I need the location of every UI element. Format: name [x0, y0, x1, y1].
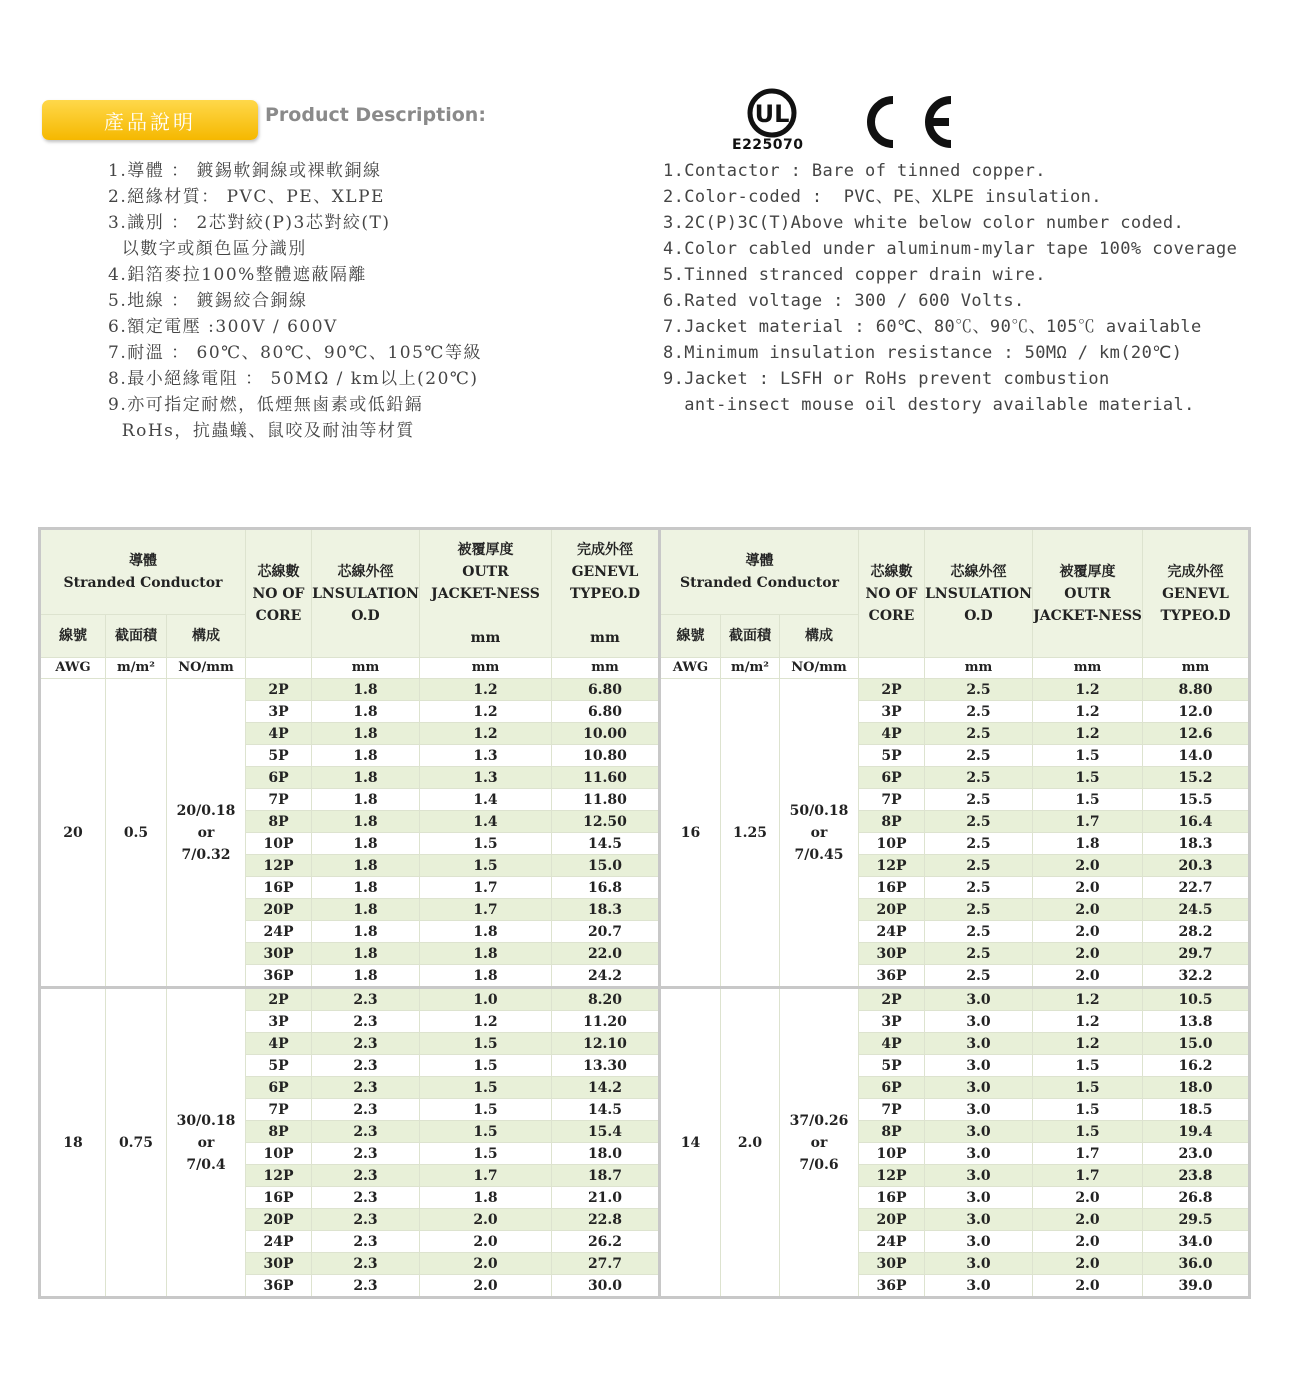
cores-value: 3P [246, 1011, 312, 1033]
insulation-value: 1.8 [312, 767, 420, 789]
cores-value: 24P [246, 921, 312, 943]
jacket-value: 1.2 [420, 1011, 552, 1033]
insulation-value-right: 2.5 [925, 745, 1033, 767]
insulation-value-right: 2.5 [925, 855, 1033, 877]
cores-value: 8P [246, 811, 312, 833]
cores-value-right: 36P [859, 1275, 925, 1298]
unit-insulation-right: mm [925, 658, 1033, 679]
insulation-value-right: 3.0 [925, 1055, 1033, 1077]
cores-value-right: 7P [859, 1099, 925, 1121]
od-value-right: 34.0 [1143, 1231, 1250, 1253]
unit-cores [246, 658, 312, 679]
jacket-value-right: 2.0 [1033, 877, 1143, 899]
unit-od-right: mm [1143, 658, 1250, 679]
description-en-line: 8.Minimum insulation resistance : 50MΩ / km(20℃) [663, 343, 1183, 363]
od-value-right: 28.2 [1143, 921, 1250, 943]
od-value: 26.2 [552, 1231, 660, 1253]
od-value-right: 26.8 [1143, 1187, 1250, 1209]
cores-value-right: 3P [859, 701, 925, 723]
insulation-value-right: 3.0 [925, 1209, 1033, 1231]
jacket-value-right: 2.0 [1033, 1187, 1143, 1209]
cores-value-right: 6P [859, 767, 925, 789]
jacket-value: 1.5 [420, 1055, 552, 1077]
cores-value: 10P [246, 833, 312, 855]
insulation-value: 2.3 [312, 1055, 420, 1077]
description-en-line: 5.Tinned stranced copper drain wire. [663, 265, 1046, 285]
cores-value: 20P [246, 899, 312, 921]
description-en-line: 3.2C(P)3C(T)Above white below color number coded. [663, 213, 1185, 233]
cores-value-right: 2P [859, 679, 925, 701]
cores-value-right: 8P [859, 811, 925, 833]
unit-area-right: m/m² [721, 658, 780, 679]
od-value-right: 10.5 [1143, 988, 1250, 1011]
insulation-value: 1.8 [312, 745, 420, 767]
insulation-value-right: 2.5 [925, 723, 1033, 745]
jacket-value: 1.8 [420, 965, 552, 988]
od-value-right: 18.0 [1143, 1077, 1250, 1099]
od-value-right: 12.0 [1143, 701, 1250, 723]
od-value: 30.0 [552, 1275, 660, 1298]
cores-header: 芯線數 NO OF CORE [246, 529, 312, 658]
jacket-value-right: 2.0 [1033, 921, 1143, 943]
jacket-value-right: 2.0 [1033, 943, 1143, 965]
insulation-value: 2.3 [312, 1187, 420, 1209]
description-zh-line: 3.識別 ： 2芯對絞(P)3芯對絞(T) [108, 213, 391, 233]
awg-header: 線號 [40, 615, 106, 658]
insulation-value: 1.8 [312, 811, 420, 833]
od-value-right: 14.0 [1143, 745, 1250, 767]
od-value-right: 12.6 [1143, 723, 1250, 745]
insulation-value: 2.3 [312, 1253, 420, 1275]
insulation-value: 2.3 [312, 1231, 420, 1253]
insulation-value: 1.8 [312, 701, 420, 723]
insulation-value: 1.8 [312, 921, 420, 943]
cores-value-right: 5P [859, 1055, 925, 1077]
od-value-right: 13.8 [1143, 1011, 1250, 1033]
section-badge: 產品說明 [42, 100, 258, 140]
insulation-value: 1.8 [312, 789, 420, 811]
jacket-value-right: 1.5 [1033, 1077, 1143, 1099]
od-value: 8.20 [552, 988, 660, 1011]
description-zh-line: 5.地線 ： 鍍錫絞合銅線 [108, 291, 308, 311]
insulation-value-right: 3.0 [925, 1187, 1033, 1209]
conductor-header-right: 導體 Stranded Conductor [660, 529, 859, 615]
cores-value-right: 2P [859, 988, 925, 1011]
insulation-value: 2.3 [312, 1143, 420, 1165]
cores-value: 36P [246, 1275, 312, 1298]
description-zh-line: RoHs，抗蟲蟻、鼠咬及耐油等材質 [108, 421, 415, 441]
od-value-right: 22.7 [1143, 877, 1250, 899]
jacket-value: 1.3 [420, 767, 552, 789]
od-value-right: 16.2 [1143, 1055, 1250, 1077]
awg-value-right: 16 [660, 679, 721, 988]
conductor-header: 導體 Stranded Conductor [40, 529, 246, 615]
cores-value: 7P [246, 1099, 312, 1121]
cores-value-right: 4P [859, 1033, 925, 1055]
conductor-composition-right: 37/0.26 or 7/0.6 [780, 988, 859, 1298]
od-value: 22.8 [552, 1209, 660, 1231]
jacket-value-right: 1.2 [1033, 988, 1143, 1011]
jacket-value: 1.4 [420, 789, 552, 811]
insulation-value: 1.8 [312, 679, 420, 701]
od-value: 20.7 [552, 921, 660, 943]
cores-value: 10P [246, 1143, 312, 1165]
insulation-value-right: 2.5 [925, 965, 1033, 988]
od-value-right: 29.7 [1143, 943, 1250, 965]
od-value: 12.50 [552, 811, 660, 833]
jacket-value: 1.5 [420, 1099, 552, 1121]
od-value-right: 24.5 [1143, 899, 1250, 921]
od-value: 11.80 [552, 789, 660, 811]
jacket-value: 1.3 [420, 745, 552, 767]
area-header: 截面積 [106, 615, 167, 658]
insulation-value: 2.3 [312, 1099, 420, 1121]
description-en-line: 1.Contactor : Bare of tinned copper. [663, 161, 1046, 181]
cores-value-right: 5P [859, 745, 925, 767]
od-value-right: 32.2 [1143, 965, 1250, 988]
jacket-value-right: 2.0 [1033, 899, 1143, 921]
od-value-right: 18.5 [1143, 1099, 1250, 1121]
description-zh-line: 9.亦可指定耐燃，低煙無鹵素或低鉛鎘 [108, 395, 424, 415]
od-value: 18.7 [552, 1165, 660, 1187]
area-value-right: 2.0 [721, 988, 780, 1298]
jacket-value: 1.7 [420, 899, 552, 921]
certification-logos [732, 88, 972, 154]
od-value-right: 16.4 [1143, 811, 1250, 833]
jacket-value-right: 2.0 [1033, 1253, 1143, 1275]
jacket-value: 1.5 [420, 1121, 552, 1143]
jacket-value-right: 1.7 [1033, 1143, 1143, 1165]
insulation-value: 2.3 [312, 1121, 420, 1143]
insulation-value: 1.8 [312, 943, 420, 965]
unit-awg: AWG [40, 658, 106, 679]
jacket-value: 2.0 [420, 1253, 552, 1275]
jacket-value-right: 1.2 [1033, 679, 1143, 701]
jacket-value-right: 1.5 [1033, 745, 1143, 767]
conductor-composition: 30/0.18 or 7/0.4 [167, 988, 246, 1298]
insulation-value-right: 2.5 [925, 789, 1033, 811]
insulation-value: 2.3 [312, 1077, 420, 1099]
area-header-right: 截面積 [721, 615, 780, 658]
description-en-line: 2.Color-coded : PVC、PE、XLPE insulation. [663, 187, 1102, 207]
od-value: 6.80 [552, 679, 660, 701]
description-english [663, 158, 1237, 418]
od-value-right: 15.0 [1143, 1033, 1250, 1055]
jacket-value: 1.7 [420, 877, 552, 899]
jacket-value-right: 1.7 [1033, 811, 1143, 833]
cores-value-right: 24P [859, 921, 925, 943]
jacket-value-right: 1.2 [1033, 701, 1143, 723]
od-value: 14.5 [552, 833, 660, 855]
insulation-value: 1.8 [312, 723, 420, 745]
jacket-value-right: 1.5 [1033, 789, 1143, 811]
jacket-value-right: 2.0 [1033, 1275, 1143, 1298]
jacket-value-right: 1.2 [1033, 1033, 1143, 1055]
cores-value: 4P [246, 723, 312, 745]
cores-value-right: 30P [859, 943, 925, 965]
unit-composition: NO/mm [167, 658, 246, 679]
svg-text:UL: UL [754, 100, 790, 128]
insulation-value-right: 3.0 [925, 1253, 1033, 1275]
od-value: 14.2 [552, 1077, 660, 1099]
jacket-value: 1.5 [420, 1033, 552, 1055]
description-chinese [108, 158, 482, 444]
insulation-value-right: 3.0 [925, 1275, 1033, 1298]
description-zh-line: 6.額定電壓 :300V / 600V [108, 317, 338, 337]
cores-value-right: 36P [859, 965, 925, 988]
unit-insulation: mm [312, 658, 420, 679]
insulation-value-right: 2.5 [925, 701, 1033, 723]
jacket-value: 1.8 [420, 1187, 552, 1209]
insulation-value-right: 2.5 [925, 921, 1033, 943]
insulation-value-right: 3.0 [925, 1077, 1033, 1099]
conductor-composition: 20/0.18 or 7/0.32 [167, 679, 246, 988]
od-value: 6.80 [552, 701, 660, 723]
jacket-value-right: 2.0 [1033, 1209, 1143, 1231]
conductor-composition-right: 50/0.18 or 7/0.45 [780, 679, 859, 988]
awg-value: 20 [40, 679, 106, 988]
ul-file-number: E225070 [732, 137, 804, 153]
description-en-line: 9.Jacket : LSFH or RoHs prevent combustion [663, 369, 1110, 389]
cores-header-right: 芯線數 NO OF CORE [859, 529, 925, 658]
cores-value-right: 4P [859, 723, 925, 745]
cores-value: 30P [246, 943, 312, 965]
description-zh-line: 2.絕緣材質： PVC、PE、XLPE [108, 187, 385, 207]
spec-table [38, 527, 1251, 1299]
description-en-line: 7.Jacket material : 60℃、80℃、90℃、105℃ available [663, 317, 1202, 337]
unit-jacket-right: mm [1033, 658, 1143, 679]
jacket-value-right: 1.5 [1033, 1099, 1143, 1121]
od-value: 18.0 [552, 1143, 660, 1165]
od-header: 完成外徑 GENEVL TYPEO.D mm [552, 529, 660, 658]
od-value-right: 29.5 [1143, 1209, 1250, 1231]
od-header-right: 完成外徑 GENEVL TYPEO.D [1143, 529, 1250, 658]
jacket-header-right: 被覆厚度 OUTR JACKET-NESS [1033, 529, 1143, 658]
insulation-value: 1.8 [312, 965, 420, 988]
jacket-value: 1.2 [420, 723, 552, 745]
cores-value-right: 30P [859, 1253, 925, 1275]
cores-value-right: 24P [859, 1231, 925, 1253]
od-value: 27.7 [552, 1253, 660, 1275]
insulation-value: 1.8 [312, 877, 420, 899]
jacket-value: 1.7 [420, 1165, 552, 1187]
description-zh-line: 7.耐溫 ： 60℃、80℃、90℃、105℃等級 [108, 343, 482, 363]
description-en-line: ant-insect mouse oil destory available material. [663, 395, 1195, 415]
insulation-value: 1.8 [312, 833, 420, 855]
cores-value: 2P [246, 679, 312, 701]
jacket-value-right: 2.0 [1033, 965, 1143, 988]
insulation-value-right: 3.0 [925, 988, 1033, 1011]
cores-value-right: 6P [859, 1077, 925, 1099]
cores-value: 30P [246, 1253, 312, 1275]
awg-header-right: 線號 [660, 615, 721, 658]
area-value-right: 1.25 [721, 679, 780, 988]
cores-value-right: 16P [859, 1187, 925, 1209]
unit-od: mm [552, 658, 660, 679]
insulation-value-right: 3.0 [925, 1011, 1033, 1033]
jacket-value-right: 1.8 [1033, 833, 1143, 855]
cores-value-right: 8P [859, 1121, 925, 1143]
cores-value: 16P [246, 877, 312, 899]
awg-value: 18 [40, 988, 106, 1298]
description-zh-line: 1.導體 ： 鍍錫軟銅線或裸軟銅線 [108, 161, 382, 181]
description-zh-line: 8.最小絕緣電阻 ： 50MΩ / km以上(20℃) [108, 369, 479, 389]
cores-value: 6P [246, 767, 312, 789]
jacket-value-right: 1.2 [1033, 1011, 1143, 1033]
cores-value-right: 3P [859, 1011, 925, 1033]
od-value: 13.30 [552, 1055, 660, 1077]
jacket-value: 1.0 [420, 988, 552, 1011]
cores-value: 5P [246, 1055, 312, 1077]
table-row [40, 679, 1250, 701]
unit-awg-right: AWG [660, 658, 721, 679]
cores-value-right: 16P [859, 877, 925, 899]
od-value: 18.3 [552, 899, 660, 921]
insulation-value-right: 3.0 [925, 1121, 1033, 1143]
insulation-value: 1.8 [312, 855, 420, 877]
jacket-value: 1.8 [420, 921, 552, 943]
od-value-right: 23.8 [1143, 1165, 1250, 1187]
jacket-value: 1.2 [420, 679, 552, 701]
jacket-value: 1.5 [420, 833, 552, 855]
insulation-value: 2.3 [312, 1275, 420, 1298]
jacket-value-right: 2.0 [1033, 1231, 1143, 1253]
jacket-value: 1.5 [420, 1143, 552, 1165]
cores-value: 16P [246, 1187, 312, 1209]
insulation-header: 芯線外徑 LNSULATION O.D [312, 529, 420, 658]
composition-header-right: 構成 [780, 615, 859, 658]
jacket-value-right: 1.5 [1033, 1055, 1143, 1077]
insulation-value-right: 2.5 [925, 899, 1033, 921]
cores-value: 5P [246, 745, 312, 767]
description-zh-line: 以數字或顏色區分識別 [108, 239, 307, 259]
cores-value-right: 7P [859, 789, 925, 811]
cores-value: 24P [246, 1231, 312, 1253]
od-value: 24.2 [552, 965, 660, 988]
od-value-right: 20.3 [1143, 855, 1250, 877]
description-en-line: 6.Rated voltage : 300 / 600 Volts. [663, 291, 1025, 311]
description-en-line: 4.Color cabled under aluminum-mylar tape 100% coverage [663, 239, 1238, 259]
insulation-value-right: 3.0 [925, 1143, 1033, 1165]
cores-value-right: 10P [859, 833, 925, 855]
cores-value-right: 12P [859, 855, 925, 877]
jacket-value: 2.0 [420, 1209, 552, 1231]
jacket-value: 2.0 [420, 1231, 552, 1253]
od-value: 11.20 [552, 1011, 660, 1033]
insulation-value: 2.3 [312, 1209, 420, 1231]
od-value: 10.00 [552, 723, 660, 745]
insulation-value: 1.8 [312, 899, 420, 921]
jacket-value-right: 1.2 [1033, 723, 1143, 745]
od-value-right: 23.0 [1143, 1143, 1250, 1165]
insulation-value-right: 2.5 [925, 767, 1033, 789]
unit-area: m/m² [106, 658, 167, 679]
cores-value: 36P [246, 965, 312, 988]
cores-value: 3P [246, 701, 312, 723]
insulation-value-right: 2.5 [925, 811, 1033, 833]
unit-jacket: mm [420, 658, 552, 679]
od-value-right: 8.80 [1143, 679, 1250, 701]
jacket-value-right: 1.7 [1033, 1165, 1143, 1187]
section-heading: Product Description: [265, 104, 486, 126]
unit-composition-right: NO/mm [780, 658, 859, 679]
cores-value: 12P [246, 1165, 312, 1187]
cores-value-right: 20P [859, 899, 925, 921]
ce-mark-icon [847, 94, 959, 150]
insulation-value-right: 2.5 [925, 679, 1033, 701]
area-value: 0.75 [106, 988, 167, 1298]
jacket-value-right: 1.5 [1033, 767, 1143, 789]
cores-value-right: 10P [859, 1143, 925, 1165]
od-value: 22.0 [552, 943, 660, 965]
jacket-value: 1.5 [420, 1077, 552, 1099]
cores-value: 12P [246, 855, 312, 877]
od-value: 10.80 [552, 745, 660, 767]
cores-value: 20P [246, 1209, 312, 1231]
od-value-right: 19.4 [1143, 1121, 1250, 1143]
jacket-value: 1.8 [420, 943, 552, 965]
insulation-value: 2.3 [312, 1165, 420, 1187]
od-value: 14.5 [552, 1099, 660, 1121]
cores-value: 2P [246, 988, 312, 1011]
insulation-value-right: 3.0 [925, 1231, 1033, 1253]
jacket-value: 1.2 [420, 701, 552, 723]
cores-value: 7P [246, 789, 312, 811]
od-value: 12.10 [552, 1033, 660, 1055]
jacket-value: 1.5 [420, 855, 552, 877]
jacket-value: 1.4 [420, 811, 552, 833]
cores-value: 8P [246, 1121, 312, 1143]
cores-value: 4P [246, 1033, 312, 1055]
od-value: 16.8 [552, 877, 660, 899]
od-value: 21.0 [552, 1187, 660, 1209]
table-row [40, 988, 1250, 1011]
insulation-value-right: 3.0 [925, 1165, 1033, 1187]
description-zh-line: 4.鋁箔麥拉100%整體遮蔽隔離 [108, 265, 367, 285]
insulation-value-right: 2.5 [925, 877, 1033, 899]
area-value: 0.5 [106, 679, 167, 988]
jacket-header: 被覆厚度 OUTR JACKET-NESS mm [420, 529, 552, 658]
insulation-value: 2.3 [312, 1033, 420, 1055]
insulation-value: 2.3 [312, 988, 420, 1011]
od-value-right: 15.2 [1143, 767, 1250, 789]
od-value-right: 18.3 [1143, 833, 1250, 855]
insulation-value-right: 3.0 [925, 1033, 1033, 1055]
insulation-value-right: 2.5 [925, 943, 1033, 965]
insulation-value-right: 2.5 [925, 833, 1033, 855]
od-value: 11.60 [552, 767, 660, 789]
od-value: 15.0 [552, 855, 660, 877]
jacket-value-right: 2.0 [1033, 855, 1143, 877]
od-value-right: 15.5 [1143, 789, 1250, 811]
od-value: 15.4 [552, 1121, 660, 1143]
awg-value-right: 14 [660, 988, 721, 1298]
cores-value-right: 20P [859, 1209, 925, 1231]
insulation-value: 2.3 [312, 1011, 420, 1033]
insulation-header-right: 芯線外徑 LNSULATION O.D [925, 529, 1033, 658]
unit-cores-right [859, 658, 925, 679]
od-value-right: 39.0 [1143, 1275, 1250, 1298]
composition-header: 構成 [167, 615, 246, 658]
cores-value-right: 12P [859, 1165, 925, 1187]
jacket-value: 2.0 [420, 1275, 552, 1298]
jacket-value-right: 1.5 [1033, 1121, 1143, 1143]
cores-value: 6P [246, 1077, 312, 1099]
insulation-value-right: 3.0 [925, 1099, 1033, 1121]
od-value-right: 36.0 [1143, 1253, 1250, 1275]
